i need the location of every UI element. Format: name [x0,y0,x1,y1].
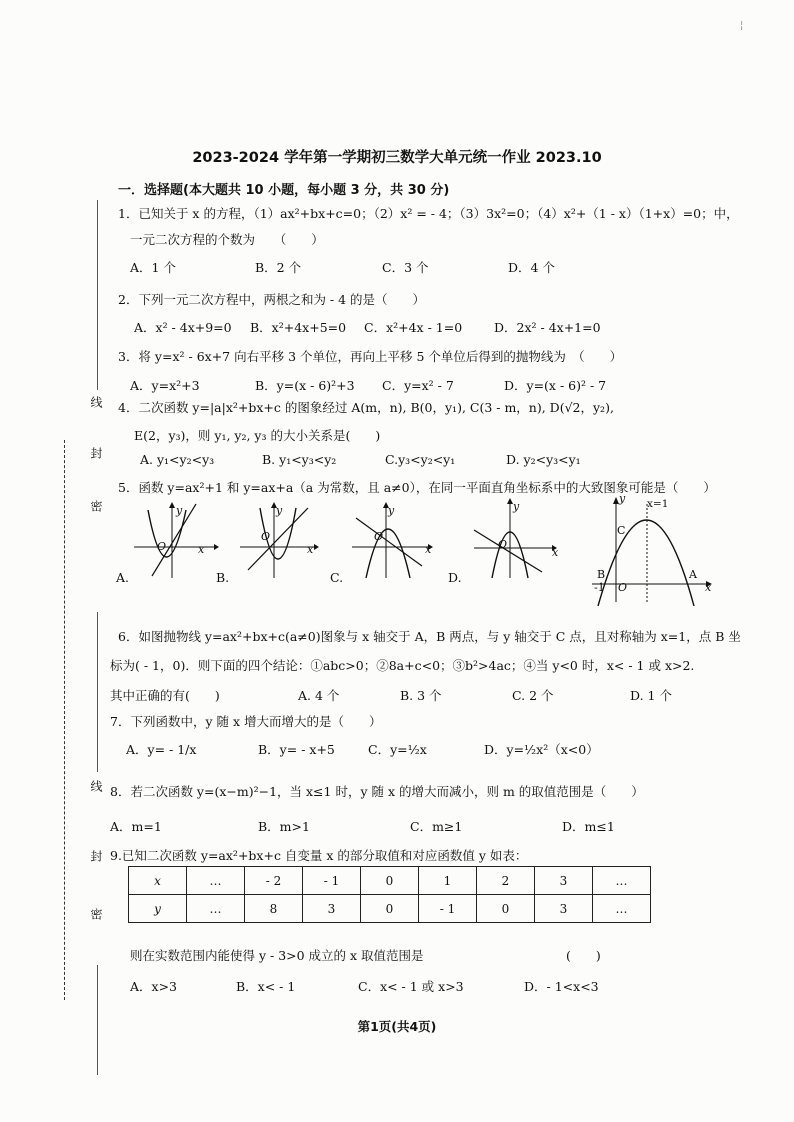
q7-option-d: D．y=½x²（x<0） [484,742,599,757]
q5-c-origin: O [374,530,384,543]
q9-answer-paren: ( ) [566,948,601,963]
q6-parabola-figure [586,494,716,606]
q5-b-origin: O [261,530,271,543]
table-cell: - 2 [245,867,303,895]
margin-label: 线 [89,396,103,408]
margin-label: 密 [89,908,103,920]
binding-dashed-line [64,440,65,1000]
q5-a-x-label: x [198,543,205,556]
q8-option-c: C．m≥1 [410,819,463,834]
q6-point-a: A [689,568,697,581]
table-cell: 3 [303,895,361,923]
q6-line1: 6．如图抛物线 y=ax²+bx+c(a≠0)图象与 x 轴交于 A，B 两点，与 y 轴交于 C 点，且对称轴为 x=1，点 B 坐 [118,629,741,644]
page-footer: 第1页(共4页) [357,1019,437,1034]
q6-option-a: A. 4 个 [298,688,340,703]
table-cell: 0 [477,895,535,923]
q9-line2: 则在实数范围内能使得 y - 3>0 成立的 x 取值范围是 [130,948,424,963]
margin-label: 封 [89,447,103,459]
q8-option-d: D．m≤1 [562,819,615,834]
table-cell: 1 [419,867,477,895]
q2-option-b: B．x²+4x+5=0 [250,320,347,335]
q6-point-c: C [617,524,626,537]
q5-c-y-label: y [388,504,395,517]
q5-graph-a [130,500,220,580]
q2-option-d: D．2x² - 4x+1=0 [494,320,601,335]
q1-option-c: C．3 个 [382,260,429,275]
q5-option-a: A. [116,570,130,585]
q5-d-x-label: x [552,546,559,559]
q5-c-x-label: x [425,543,432,556]
q4-option-c: C.y₃<y₂<y₁ [385,452,456,467]
table-cell: … [187,895,245,923]
q5-d-origin: O [498,538,508,551]
q7-option-c: C．y=½x [368,742,427,757]
table-cell: - 1 [303,867,361,895]
q9-value-table [128,866,651,923]
q6-x-label: x [705,581,712,594]
q1-line2: 一元二次方程的个数为 （ ） [130,232,324,247]
q1-option-d: D．4 个 [508,260,555,275]
table-cell: x [129,867,187,895]
q4-option-b: B. y₁<y₃<y₂ [262,452,337,467]
page-title: 2023-2024 学年第一学期初三数学大单元统一作业 2023.10 [192,150,602,166]
q7-option-a: A．y= - 1/x [126,742,197,757]
table-row-x [129,867,651,895]
margin-rule [97,612,98,772]
q4-option-a: A. y₁<y₂<y₃ [140,452,215,467]
q8-option-b: B．m>1 [258,819,310,834]
q6-option-b: B. 3 个 [400,688,442,703]
q5-option-c: C. [330,570,344,585]
q5-a-origin: O [157,540,167,553]
q4-line2: E(2，y₃)，则 y₁, y₂, y₃ 的大小关系是( ) [134,428,381,443]
q9-stem: 9.已知二次函数 y=ax²+bx+c 自变量 x 的部分取值和对应函数值 y 如表： [110,848,528,863]
q9-option-d: D．- 1<x<3 [524,979,599,994]
table-cell: 3 [535,867,593,895]
table-cell: 8 [245,895,303,923]
margin-label: 密 [89,500,103,512]
q5-option-d: D. [448,570,462,585]
q3-stem: 3．将 y=x² - 6x+7 向右平移 3 个单位，再向上平移 5 个单位后得到的抛物线为 （ ） [118,349,623,364]
q6-option-d: D. 1 个 [630,688,672,703]
q3-option-c: C．y=x² - 7 [382,378,454,393]
q1-line1: 1．已知关于 x 的方程，（1）ax²+bx+c=0；（2）x² = - 4；（3）3x²=0；（4）x²+（1 - x）（1+x）=0；中， [118,206,739,221]
table-cell: - 1 [419,895,477,923]
q6-origin: O [618,581,628,594]
q2-option-a: A．x² - 4x+9=0 [134,320,232,335]
q1-option-a: A．1 个 [130,260,176,275]
q3-option-a: A．y=x²+3 [130,378,200,393]
q5-d-y-label: y [513,500,520,513]
table-cell: … [593,895,651,923]
table-cell: 2 [477,867,535,895]
q8-option-a: A．m=1 [110,819,162,834]
q5-stem: 5．函数 y=ax²+1 和 y=ax+a（a 为常数，且 a≠0），在同一平面直角坐标系中的大致图象可能是（ ） [118,480,716,495]
q3-option-b: B．y=(x - 6)²+3 [255,378,355,393]
table-cell: 3 [535,895,593,923]
table-cell: … [187,867,245,895]
q1-option-b: B．2 个 [255,260,302,275]
q5-b-x-label: x [307,543,314,556]
q8-stem: 8．若二次函数 y=(x−m)²−1，当 x≤1 时，y 随 x 的增大而减小，则 m 的取值范围是（ ） [110,784,644,799]
table-cell: 0 [361,867,419,895]
q6-minus-one: -1 [594,581,605,594]
margin-rule [97,200,98,390]
q6-point-b: B [597,568,606,581]
q7-stem: 7．下列函数中，y 随 x 增大而增大的是（ ） [110,714,382,729]
q5-a-y-label: y [176,504,183,517]
q9-option-c: C．x< - 1 或 x>3 [358,979,464,994]
q6-y-label: y [619,492,626,505]
table-cell: y [129,895,187,923]
table-cell: 0 [361,895,419,923]
q6-line2: 标为( - 1，0)．则下面的四个结论：①abc>0；②8a+c<0；③b²>4ac；④当 y<0 时，x< - 1 或 x>2. [110,658,695,673]
q4-option-d: D. y₂<y₃<y₁ [506,452,581,467]
q5-b-y-label: y [276,504,283,517]
q5-graph-d [470,496,570,580]
q3-option-d: D．y=(x - 6)² - 7 [504,378,607,393]
section-heading: 一．选择题(本大题共 10 小题，每小题 3 分，共 30 分) [118,183,450,198]
table-row-y [129,895,651,923]
table-cell: … [593,867,651,895]
scan-mark: ¦ [740,20,744,31]
q9-option-b: B．x< - 1 [236,979,296,994]
margin-label: 线 [89,780,103,792]
q6-line3: 其中正确的有( ) [110,688,220,703]
q5-option-b: B. [216,570,230,585]
q4-line1: 4．二次函数 y=|a|x²+bx+c 的图象经过 A(m，n), B(0，y₁), C(3 - m，n), D(√2，y₂), [118,400,614,415]
q2-stem: 2．下列一元二次方程中，两根之和为 - 4 的是（ ） [118,292,426,307]
q2-option-c: C．x²+4x - 1=0 [364,320,463,335]
margin-label: 封 [89,850,103,862]
q6-option-c: C. 2 个 [512,688,554,703]
q7-option-b: B．y= - x+5 [258,742,335,757]
q6-axis-of-symmetry-label: x=1 [647,498,669,510]
q9-option-a: A．x>3 [130,979,178,994]
